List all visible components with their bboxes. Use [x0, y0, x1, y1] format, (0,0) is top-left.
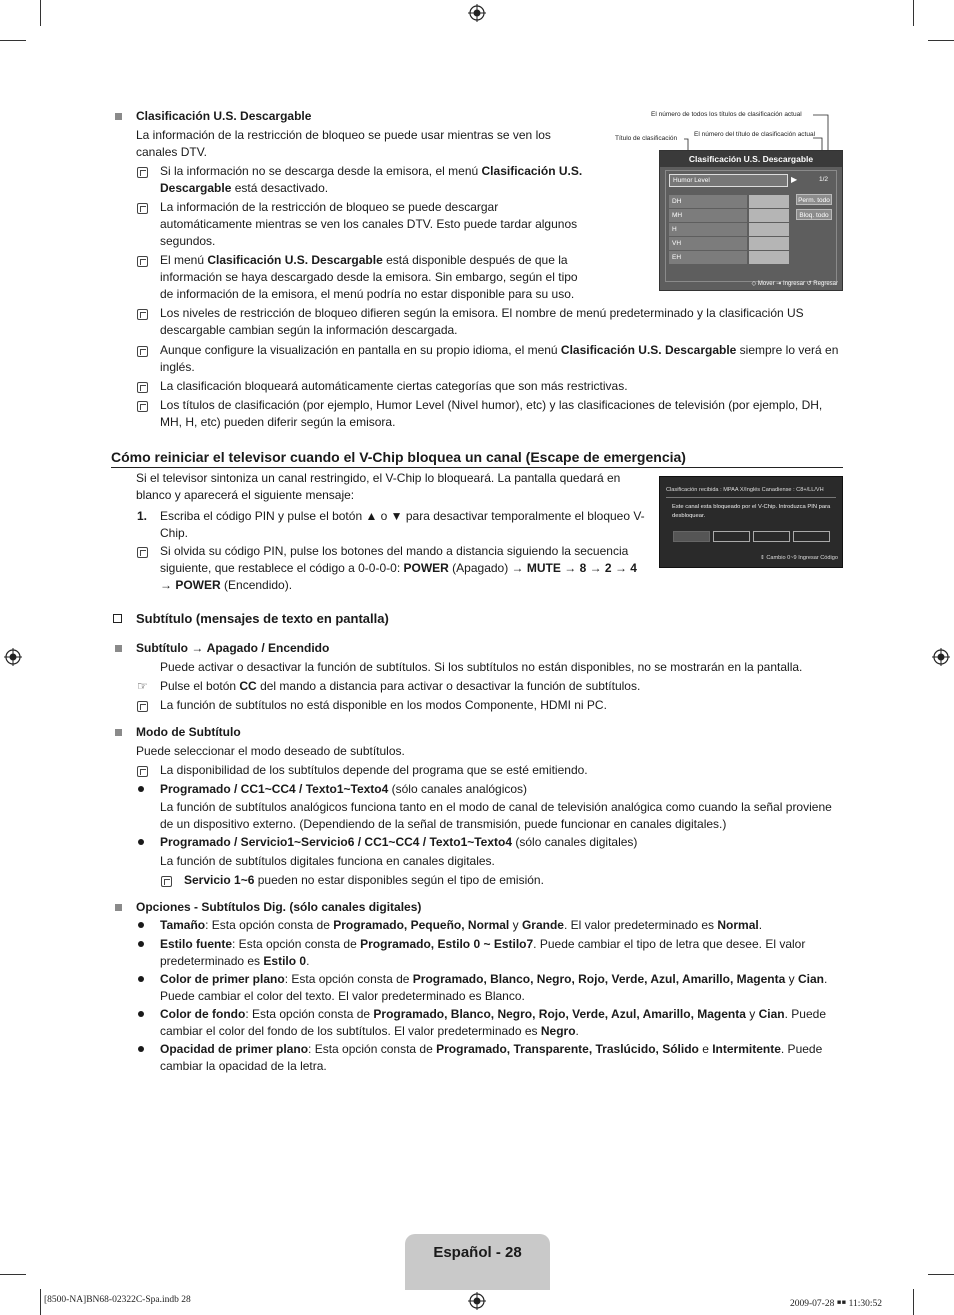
item-heading: Subtítulo → Apagado / Encendido	[136, 641, 330, 655]
registration-mark-icon	[932, 648, 950, 666]
note-text: Servicio 1~6 pueden no estar disponibles según el tipo de emisión.	[184, 873, 544, 887]
note-icon	[137, 382, 148, 393]
rating-row[interactable]: EH	[669, 251, 789, 264]
step-number: 1.	[137, 509, 148, 523]
hand-icon: ☞	[137, 679, 148, 693]
square-bullet-icon	[115, 645, 122, 652]
round-bullet-icon	[138, 922, 144, 928]
note-icon	[137, 309, 148, 320]
note-icon	[137, 401, 148, 412]
note-icon	[137, 766, 148, 777]
humor-level-item[interactable]: Humor Level	[669, 174, 788, 187]
paragraph: La función de subtítulos analógicos funciona tanto en el modo de canal de televisión analógica como cuando la señal proviene de un dispositivo externo. (Dependiendo de la señal de transmisión, puede funcionar en canales digitales.)	[160, 800, 832, 831]
note-text: Pulse el botón CC del mando a distancia para activar o desactivar la función de subtítulos.	[160, 679, 641, 693]
checkbox-icon	[113, 614, 122, 623]
page-number: Español - 28	[433, 1244, 522, 1261]
round-bullet-icon	[138, 1046, 144, 1052]
note-text: Aunque configure la visualización en pantalla en su propio idioma, el menú Clasificación U.S. Descargable siempre lo verá en inglés.	[160, 343, 839, 374]
page-number-tab	[405, 1234, 550, 1290]
pin-digit-field[interactable]	[673, 531, 710, 542]
arrow-right-icon[interactable]: ▶	[791, 175, 798, 184]
note-text: La disponibilidad de los subtítulos depende del programa que se esté emitiendo.	[160, 763, 588, 777]
note-icon	[137, 256, 148, 267]
note-icon	[137, 167, 148, 178]
note-text: Si olvida su código PIN, pulse los botones del mando a distancia siguiendo la secuencia siguiente, que restablece el código a 0-0-0-0: POWER (Apagado) → MUTE → 8 → 2 → 4 → POWER (Encendido).	[160, 544, 637, 592]
subsection-title: Subtítulo (mensajes de texto en pantalla)	[136, 611, 389, 626]
note-text: Los títulos de clasificación (por ejemplo, Humor Level (Nivel humor), etc) y las clasificaciones de televisión (por ejemplo, DH, MH, H, etc) pueden diferir según la emisora.	[160, 398, 823, 429]
paragraph: Puede activar o desactivar la función de subtítulos. Si los subtítulos no están disponibles, no se mostrarán en la pantalla.	[160, 660, 803, 674]
annotation-rating-title: Título de clasificación	[615, 135, 678, 142]
note-icon	[137, 547, 148, 558]
option-text: Color de fondo: Esta opción consta de Programado, Blanco, Negro, Rojo, Verde, Azul, Amarillo, Magenta y Cian. Puede cambiar el color del fondo de los subtítulos. El valor predeterminado es Negro.	[160, 1007, 826, 1038]
note-text: Si la información no se descarga desde la emisora, el menú Clasificación U.S. Descargable está desactivado.	[160, 164, 583, 195]
round-bullet-icon	[138, 1011, 144, 1017]
divider	[666, 497, 836, 498]
item-heading: Opciones - Subtítulos Dig. (sólo canales digitales)	[136, 900, 422, 914]
option-text: Color de primer plano: Esta opción consta de Programado, Blanco, Negro, Rojo, Verde, Azul, Amarillo, Magenta y Cian. Puede cambiar el color del texto. El valor predeterminado es Blanco.	[160, 972, 828, 1003]
round-bullet-icon	[138, 839, 144, 845]
pin-digit-field[interactable]	[753, 531, 790, 542]
registration-mark-icon	[468, 4, 486, 22]
print-footer-right: 2009-07-28 ￭￭ 11:30:52	[790, 1299, 883, 1309]
step-text: Escriba el código PIN y pulse el botón ▲ o ▼ para desactivar temporalmente el bloqueo V-Chip.	[160, 509, 645, 540]
annotation-total-titles: El número de todos los títulos de clasificación actual	[651, 111, 802, 118]
note-text: Los niveles de restricción de bloqueo difieren según la emisora. El nombre de menú predeterminado y la clasificación US descargable cambian según la información descargada.	[160, 306, 804, 337]
square-bullet-icon	[115, 904, 122, 911]
paragraph: La información de la restricción de bloqueo se puede usar mientras se ven los canales DTV.	[136, 128, 551, 159]
square-bullet-icon	[115, 113, 122, 120]
item-heading: Modo de Subtítulo	[136, 725, 241, 739]
bullet-heading: Programado / CC1~CC4 / Texto1~Texto4 (sólo canales analógicos)	[160, 782, 528, 796]
note-text: El menú Clasificación U.S. Descargable está disponible después de que la información se haya descargado desde la emisora. Sin embargo, según el tipo de información de la emisora, el menú podría no estar disponible para su uso.	[160, 253, 578, 301]
square-bullet-icon	[115, 729, 122, 736]
crop-mark	[913, 0, 914, 26]
option-text: Tamaño: Esta opción consta de Programado, Pequeño, Normal y Grande. El valor predeterminado es Normal.	[160, 918, 763, 932]
rating-screen-footer: ◇ Mover ⇥ Ingresar ↺ Regresar	[751, 281, 838, 287]
print-footer-left: [8500-NA]BN68-02322C-Spa.indb 28	[44, 1295, 191, 1305]
round-bullet-icon	[138, 786, 144, 792]
note-icon	[137, 346, 148, 357]
crop-mark	[928, 1274, 954, 1275]
paragraph: Puede seleccionar el modo deseado de subtítulos.	[136, 744, 405, 758]
note-icon	[161, 876, 172, 887]
round-bullet-icon	[138, 976, 144, 982]
crop-mark	[0, 40, 26, 41]
registration-mark-icon	[4, 648, 22, 666]
rating-row[interactable]: VH	[669, 237, 789, 250]
rating-page-number: 1/2	[819, 176, 829, 183]
crop-mark	[913, 1289, 914, 1315]
note-text: La función de subtítulos no está disponible en los modos Componente, HDMI ni PC.	[160, 698, 607, 712]
note-icon	[137, 203, 148, 214]
heading-underline	[111, 467, 843, 468]
rating-screen-title: Clasificación U.S. Descargable	[660, 151, 842, 167]
option-text: Estilo fuente: Esta opción consta de Programado, Estilo 0 ~ Estilo7. Puede cambiar el tipo de letra que desee. El valor predeterminado es Estilo 0.	[160, 937, 806, 968]
crop-mark	[0, 1274, 26, 1275]
section-title: Cómo reiniciar el televisor cuando el V-Chip bloquea un canal (Escape de emergencia)	[111, 449, 686, 465]
rating-row[interactable]: MH	[669, 209, 789, 222]
paragraph: Si el televisor sintoniza un canal restringido, el V-Chip lo bloqueará. La pantalla quedará en blanco y aparecerá el siguiente mensaje:	[136, 471, 621, 502]
blocked-message: Este canal esta bloqueado por el V-Chip. Introduzca PIN para desbloquear.	[672, 504, 831, 519]
option-text: Opacidad de primer plano: Esta opción consta de Programado, Transparente, Traslúcido, Sólido e Intermitente. Puede cambiar la opacidad de la letra.	[160, 1042, 823, 1073]
crop-mark	[40, 1289, 41, 1315]
note-icon	[137, 701, 148, 712]
vchip-screen-footer: ⇕ Cambio 0~9 Ingresar Código	[760, 555, 838, 561]
paragraph: La función de subtítulos digitales funciona en canales digitales.	[160, 854, 495, 868]
crop-mark	[40, 0, 41, 26]
rating-row[interactable]: DH	[669, 195, 789, 208]
registration-mark-icon	[468, 1292, 486, 1310]
round-bullet-icon	[138, 941, 144, 947]
block-all-button[interactable]: Bloq. todo	[796, 209, 832, 220]
note-text: La información de la restricción de bloqueo se puede descargar automáticamente mientras se ven los canales DTV. Esto puede tardar algunos segundos.	[160, 200, 578, 248]
allow-all-button[interactable]: Perm. todo	[796, 194, 832, 205]
bullet-heading: Programado / Servicio1~Servicio6 / CC1~CC4 / Texto1~Texto4 (sólo canales digitales)	[160, 835, 638, 849]
section-heading: Clasificación U.S. Descargable	[136, 109, 312, 123]
note-text: La clasificación bloqueará automáticamente ciertas categorías que son más restrictivas.	[160, 379, 628, 393]
vchip-blocked-screen	[659, 476, 843, 568]
received-rating: Clasificación recibida : MPAA X/Inglés Canadiense : C8+/LL/VH	[666, 487, 824, 493]
pin-digit-field[interactable]	[713, 531, 750, 542]
pin-digit-field[interactable]	[793, 531, 830, 542]
rating-row[interactable]: H	[669, 223, 789, 236]
crop-mark	[928, 40, 954, 41]
rating-screen	[659, 150, 843, 291]
annotation-current-title-number: El número del título de clasificación actual	[694, 131, 816, 138]
